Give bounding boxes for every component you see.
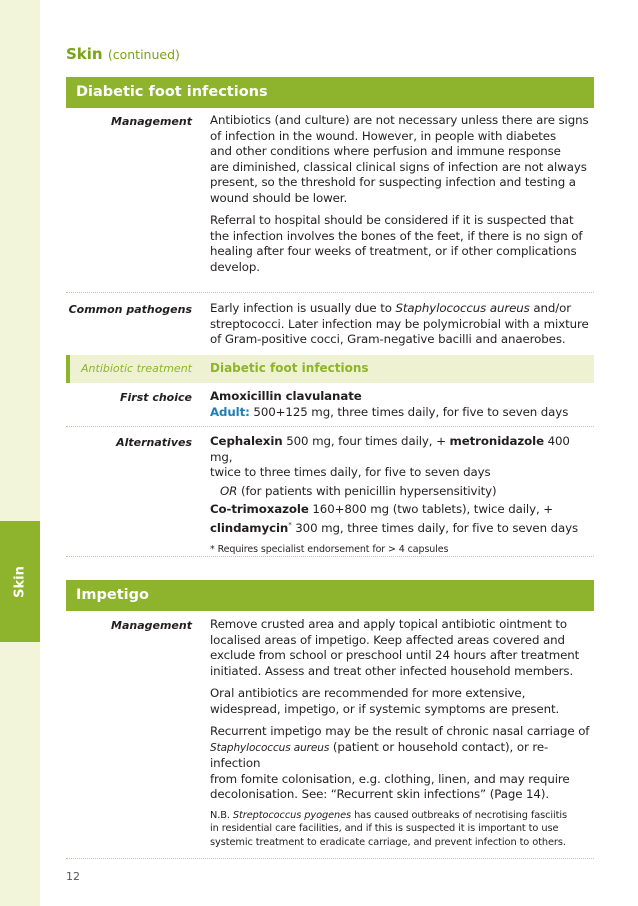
section-tab-label: Skin — [12, 565, 28, 598]
pathogens-text — [210, 301, 590, 348]
footnote-marker: * — [288, 520, 292, 529]
management-label: Management — [111, 619, 192, 632]
pathogens-label: Common pathogens — [68, 303, 192, 316]
drug-clindamycin: clindamycin — [210, 520, 289, 535]
first-choice-label: First choice — [119, 391, 192, 404]
management-p1-line: are diminished, classical clinical signs of infection are not always — [210, 159, 587, 174]
impetigo-p1-line: Remove crusted area and apply topical antibiotic ointment to — [210, 617, 568, 631]
running-head-continued: (continued) — [107, 47, 180, 62]
adult-label: Adult: — [210, 404, 250, 419]
or-text: (for patients with penicillin hypersensitivity) — [237, 483, 497, 498]
management-label: Management — [111, 115, 192, 128]
drug-metronidazole: metronidazole — [449, 434, 544, 448]
nb-text: has caused outbreaks of necrotising fasciitis — [351, 809, 568, 821]
treatment-header-bar — [66, 355, 594, 383]
impetigo-p3-line: from fomite colonisation, e.g. clothing, linen, and may require — [210, 771, 570, 786]
dose-text: 500 mg, four times daily, + — [282, 434, 450, 448]
nb-line: in residential care facilities, and if this is suspected it is important to use — [210, 823, 559, 834]
impetigo-p1-line: exclude from school or preschool until 24 hours after treatment — [210, 648, 580, 662]
management-p2-line: healing after four weeks of treatment, or if other complications — [210, 244, 577, 258]
dose-text: 400 mg, — [210, 434, 570, 464]
drug-co-trimoxazole: Co-trimoxazole — [210, 502, 309, 516]
impetigo-p2-line: Oral antibiotics are recommended for more extensive, — [210, 686, 526, 700]
management-text — [210, 113, 590, 275]
management-p1-line: of infection in the wound. However, in people with diabetes — [210, 128, 557, 143]
nb-label: N.B. — [210, 809, 233, 821]
pathogens-line: of Gram-positive cocci, Gram-negative bacilli and anaerobes. — [210, 332, 566, 346]
alt1-line: twice to three times daily, for five to seven days — [210, 465, 491, 479]
divider — [66, 292, 594, 293]
organism-name: Streptococcus pyogenes — [232, 809, 352, 821]
impetigo-p1-line: localised areas of impetigo. Keep affected areas covered and — [210, 632, 565, 647]
first-choice-dose: 500+125 mg, three times daily, for five to seven days — [249, 404, 569, 419]
alternatives-text — [210, 434, 590, 557]
impetigo-management-text — [210, 617, 590, 849]
management-p1-line: present, so the threshold for suspecting infection and testing a — [210, 175, 576, 189]
section-title-impetigo: Impetigo — [66, 580, 594, 611]
impetigo-p2-line: widespread, impetigo, or if systemic symptoms are present. — [210, 701, 560, 716]
nb-line: systemic treatment to eradicate carriage, and prevent infection to others. — [210, 836, 566, 848]
management-p1-line: and other conditions where perfusion and immune response — [210, 144, 561, 158]
management-p1-line: wound should be lower. — [210, 190, 348, 205]
impetigo-p3-part: (patient or household contact), or re-infection — [210, 739, 549, 770]
impetigo-p3-line: decolonisation. See: “Recurrent skin infections” (Page 14). — [210, 787, 549, 801]
running-head-title: Skin — [66, 45, 103, 63]
management-p2-line: develop. — [210, 259, 260, 274]
divider — [66, 426, 594, 427]
treatment-label: Antibiotic treatment — [81, 362, 192, 375]
side-strip — [0, 0, 40, 906]
first-choice-drug: Amoxicillin clavulanate — [210, 389, 362, 403]
alternatives-label: Alternatives — [116, 436, 192, 449]
dose-text: 160+800 mg (two tablets), twice daily, + — [308, 502, 554, 516]
divider — [66, 556, 594, 557]
divider — [66, 858, 594, 859]
dose-text: 300 mg, three times daily, for five to seven days — [291, 520, 579, 535]
pathogens-line: streptococci. Later infection may be polymicrobial with a mixture — [210, 316, 589, 331]
impetigo-p1-line: initiated. Assess and treat other infected household members. — [210, 663, 574, 678]
running-head — [66, 45, 180, 63]
organism-name: Staphylococcus aureus — [210, 741, 330, 754]
or-word: OR — [220, 483, 238, 498]
section-title-diabetic: Diabetic foot infections — [66, 77, 594, 108]
management-p2-line: the infection involves the bones of the feet, if there is no sign of — [210, 228, 583, 243]
footnote: * Requires specialist endorsement for > 4 capsules — [210, 543, 449, 555]
management-p2-line: Referral to hospital should be considered if it is suspected that — [210, 213, 574, 227]
management-p1-line: Antibiotics (and culture) are not necessary unless there are signs — [210, 113, 589, 127]
impetigo-p3-line: Recurrent impetigo may be the result of chronic nasal carriage of — [210, 724, 590, 738]
pathogens-text-part: Early infection is usually due to — [210, 301, 396, 315]
pathogens-text-part: and/or — [529, 301, 571, 315]
treatment-header: Diabetic foot infections — [210, 361, 369, 375]
first-choice-text — [210, 389, 590, 420]
page-number: 12 — [66, 870, 80, 883]
organism-name: Staphylococcus aureus — [395, 301, 530, 315]
section-tab-skin[interactable] — [0, 521, 40, 642]
drug-cephalexin: Cephalexin — [210, 434, 283, 448]
